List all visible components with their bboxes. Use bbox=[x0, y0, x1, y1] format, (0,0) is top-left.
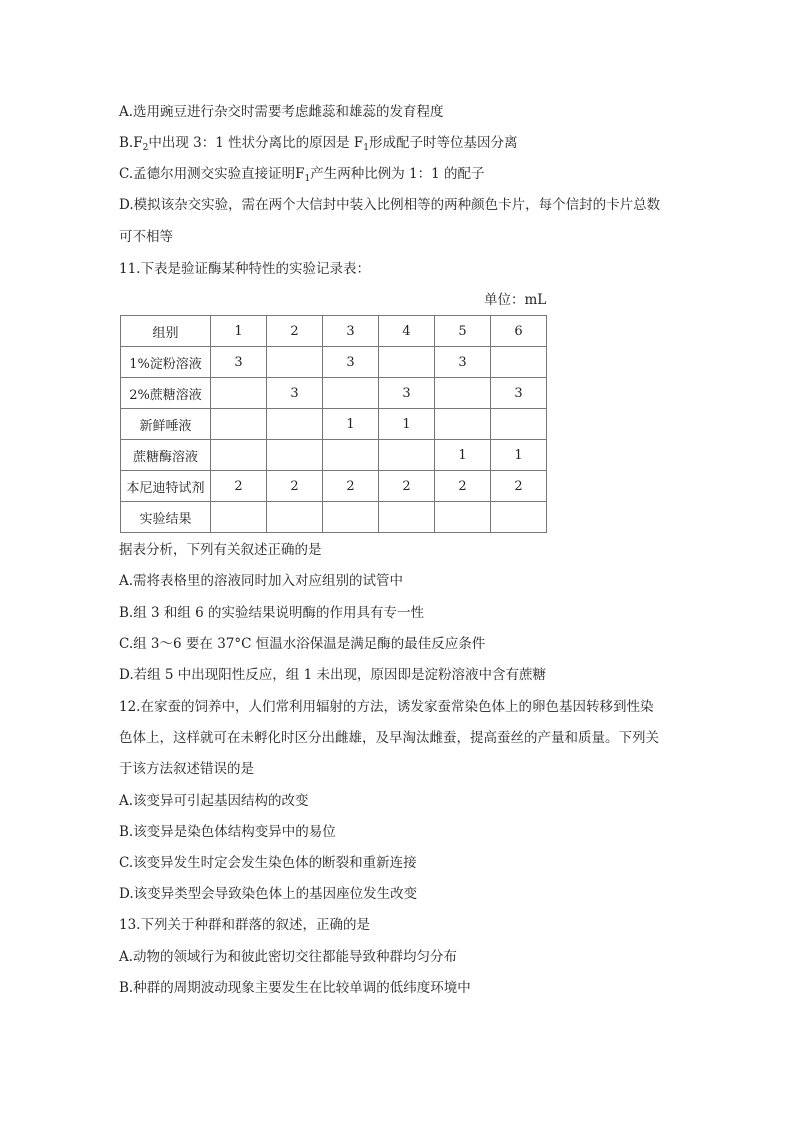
table-cell bbox=[211, 409, 267, 440]
table-cell bbox=[211, 378, 267, 409]
table-cell bbox=[435, 409, 491, 440]
q11-stem: 11.下表是验证酶某种特性的实验记录表： bbox=[119, 261, 370, 277]
table-unit-label: 单位：mL bbox=[484, 292, 547, 308]
table-cell bbox=[267, 409, 323, 440]
q11-option-a: A.需将表格里的溶液同时加入对应组别的试管中 bbox=[119, 573, 404, 589]
table-row-label: 组别 bbox=[121, 316, 211, 347]
table-cell: 3 bbox=[267, 378, 323, 409]
table-cell: 1 bbox=[491, 440, 547, 471]
q12-option-c: C.该变异发生时定会发生染色体的断裂和重新连接 bbox=[119, 855, 417, 871]
table-cell bbox=[379, 502, 435, 533]
table-cell: 2 bbox=[323, 471, 379, 502]
q10-option-b-text-end: 形成配子时等位基因分离 bbox=[368, 135, 518, 151]
table-cell bbox=[379, 347, 435, 378]
table-cell: 6 bbox=[491, 316, 547, 347]
table-row bbox=[121, 502, 547, 533]
table-row bbox=[121, 378, 547, 409]
table-cell: 2 bbox=[267, 316, 323, 347]
q10-option-b-sub1: 2 bbox=[142, 143, 149, 153]
table-row-label: 1%淀粉溶液 bbox=[121, 347, 211, 378]
table-row bbox=[121, 440, 547, 471]
table-cell bbox=[323, 378, 379, 409]
table-row bbox=[121, 347, 547, 378]
table-cell bbox=[267, 440, 323, 471]
table-cell bbox=[267, 502, 323, 533]
table-cell: 2 bbox=[211, 471, 267, 502]
table-row bbox=[121, 409, 547, 440]
table-row-label: 实验结果 bbox=[121, 502, 211, 533]
table-cell: 2 bbox=[379, 471, 435, 502]
table-cell bbox=[491, 347, 547, 378]
table-row-label: 蔗糖酶溶液 bbox=[121, 440, 211, 471]
table-cell: 3 bbox=[211, 347, 267, 378]
table-cell: 4 bbox=[379, 316, 435, 347]
q10-option-b-text-mid: 中出现 3：1 性状分离比的原因是 F bbox=[148, 135, 364, 151]
q12-option-b: B.该变异是染色体结构变异中的易位 bbox=[119, 824, 336, 840]
q10-option-b-sub2: 1 bbox=[363, 143, 369, 153]
table-cell: 2 bbox=[267, 471, 323, 502]
table-cell bbox=[211, 440, 267, 471]
table-cell bbox=[267, 347, 323, 378]
q13-option-a: A.动物的领域行为和彼此密切交往都能导致种群均匀分布 bbox=[119, 949, 458, 965]
q11-option-c: C.组 3～6 要在 37°C 恒温水浴保温是满足酶的最佳反应条件 bbox=[119, 636, 486, 652]
table-cell bbox=[491, 502, 547, 533]
table-cell: 3 bbox=[379, 378, 435, 409]
table-cell bbox=[435, 378, 491, 409]
q12-option-a: A.该变异可引起基因结构的改变 bbox=[119, 793, 309, 809]
table-cell bbox=[435, 502, 491, 533]
q10-option-c bbox=[119, 164, 485, 184]
table-cell bbox=[379, 440, 435, 471]
q10-option-c-text: C.孟德尔用测交实验直接证明F bbox=[119, 166, 305, 182]
table-row-label: 本尼迪特试剂 bbox=[121, 471, 211, 502]
table-header-row bbox=[121, 316, 547, 347]
q12-stem-line3: 于该方法叙述错误的是 bbox=[119, 761, 254, 777]
table-cell: 2 bbox=[435, 471, 491, 502]
table-row bbox=[121, 471, 547, 502]
experiment-table bbox=[120, 315, 547, 533]
q12-stem-line1: 12.在家蚕的饲养中，人们常利用辐射的方法，诱发家蚕常染色体上的卵色基因转移到性染 bbox=[119, 699, 654, 715]
q13-option-b: B.种群的周期波动现象主要发生在比较单调的低纬度环境中 bbox=[119, 980, 471, 996]
q10-option-c-text-end: 产生两种比例为 1：1 的配子 bbox=[310, 166, 485, 182]
table-cell: 3 bbox=[491, 378, 547, 409]
table-cell: 3 bbox=[435, 347, 491, 378]
q10-option-b-text: B.F bbox=[119, 135, 143, 151]
q11-prompt: 据表分析，下列有关叙述正确的是 bbox=[119, 542, 322, 558]
table-cell: 1 bbox=[211, 316, 267, 347]
table-cell: 3 bbox=[323, 316, 379, 347]
table-row-label: 新鲜唾液 bbox=[121, 409, 211, 440]
table-cell: 3 bbox=[323, 347, 379, 378]
table-cell: 1 bbox=[435, 440, 491, 471]
q13-stem: 13.下列关于种群和群落的叙述，正确的是 bbox=[119, 917, 370, 933]
table-row-label: 2%蔗糖溶液 bbox=[121, 378, 211, 409]
table-cell bbox=[323, 502, 379, 533]
q10-option-d-line2: 可不相等 bbox=[119, 229, 173, 245]
q11-option-b: B.组 3 和组 6 的实验结果说明酶的作用具有专一性 bbox=[119, 605, 425, 621]
table-cell: 2 bbox=[491, 471, 547, 502]
q10-option-d-line1: D.模拟该杂交实验，需在两个大信封中装入比例相等的两种颜色卡片，每个信封的卡片总数 bbox=[119, 197, 661, 213]
q12-stem-line2: 色体上，这样就可在未孵化时区分出雌雄，及早淘汰雌蚕，提高蚕丝的产量和质量。下列关 bbox=[119, 730, 659, 746]
table-cell bbox=[211, 502, 267, 533]
q10-option-b bbox=[119, 133, 517, 153]
table-cell bbox=[491, 409, 547, 440]
table-cell bbox=[323, 440, 379, 471]
table-cell: 1 bbox=[323, 409, 379, 440]
q12-option-d: D.该变异类型会导致染色体上的基因座位发生改变 bbox=[119, 886, 418, 902]
table-cell: 1 bbox=[379, 409, 435, 440]
q11-option-d: D.若组 5 中出现阳性反应，组 1 未出现，原因即是淀粉溶液中含有蔗糖 bbox=[119, 667, 546, 683]
q10-option-a: A.选用豌豆进行杂交时需要考虑雌蕊和雄蕊的发育程度 bbox=[119, 104, 444, 120]
q10-option-c-sub: 1 bbox=[304, 174, 311, 184]
table-cell: 5 bbox=[435, 316, 491, 347]
